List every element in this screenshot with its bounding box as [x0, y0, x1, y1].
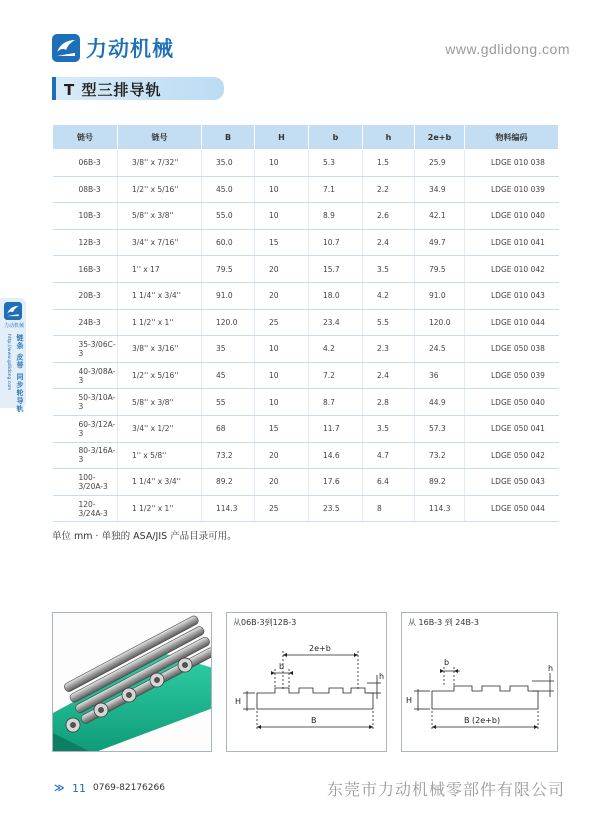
table-cell: 10B-3: [53, 203, 118, 230]
table-row: [53, 282, 559, 309]
company-name: 东莞市力动机械零部件有限公司: [326, 780, 565, 799]
table-cell: 6.4: [363, 469, 415, 496]
table-row: [53, 176, 559, 203]
table-cell: 35.0: [202, 150, 255, 177]
table-cell: 3.5: [363, 415, 415, 442]
table-cell: 89.2: [415, 469, 465, 496]
table-cell: LDGE 050 041: [465, 415, 559, 442]
table-cell: 10: [255, 176, 309, 203]
table-cell: 3/8'' x 3/16'': [118, 336, 202, 363]
label-b: b: [444, 658, 450, 667]
table-row: [53, 203, 559, 230]
table-cell: 60-3/12A-3: [53, 415, 118, 442]
table-cell: 20: [255, 282, 309, 309]
product-photo: [52, 612, 212, 752]
table-cell: 5/8'' x 3/8'': [118, 203, 202, 230]
table-cell: 15: [255, 229, 309, 256]
column-header: b: [309, 125, 363, 150]
table-cell: 79.5: [415, 256, 465, 283]
table-cell: 25: [255, 309, 309, 336]
table-cell: 24B-3: [53, 309, 118, 336]
table-cell: LDGE 010 042: [465, 256, 559, 283]
table-cell: 2.2: [363, 176, 415, 203]
table-cell: 45.0: [202, 176, 255, 203]
table-cell: 12B-3: [53, 229, 118, 256]
table-cell: LDGE 050 044: [465, 495, 559, 522]
column-header: h: [363, 125, 415, 150]
table-body: [53, 150, 559, 522]
table-cell: 49.7: [415, 229, 465, 256]
label-B: B: [311, 716, 317, 725]
label-B-2e-b: B (2e+b): [464, 716, 501, 725]
table-cell: 10: [255, 389, 309, 416]
table-cell: 5/8'' x 3/8'': [118, 389, 202, 416]
table-row: [53, 229, 559, 256]
table-cell: 06B-3: [53, 150, 118, 177]
label-b: b: [279, 662, 285, 671]
chain-guide-photo-icon: [53, 613, 212, 752]
table-cell: 1/2'' x 5/16'': [118, 176, 202, 203]
profile-b-drawing: [402, 613, 559, 753]
table-cell: 79.5: [202, 256, 255, 283]
unit-note: 单位 mm · 单独的 ASA/JIS 产品目录可用。: [52, 531, 237, 542]
table-cell: LDGE 010 038: [465, 150, 559, 177]
label-h: h: [548, 664, 554, 673]
table-cell: 44.9: [415, 389, 465, 416]
table-cell: 1/2'' x 5/16'': [118, 362, 202, 389]
table-cell: 2.4: [363, 229, 415, 256]
table-header-row: [53, 125, 559, 150]
table-cell: 120.0: [415, 309, 465, 336]
table-cell: 2.4: [363, 362, 415, 389]
table-cell: LDGE 010 043: [465, 282, 559, 309]
table-row: [53, 309, 559, 336]
table-cell: 2.8: [363, 389, 415, 416]
table-cell: 11.7: [309, 415, 363, 442]
table-cell: 36: [415, 362, 465, 389]
section-title: T 型三排导轨: [64, 81, 162, 99]
table-cell: LDGE 050 043: [465, 469, 559, 496]
table-row: [53, 495, 559, 522]
table-cell: LDGE 010 044: [465, 309, 559, 336]
table-cell: 45: [202, 362, 255, 389]
table-cell: 3.5: [363, 256, 415, 283]
table-cell: 1 1/4'' x 3/4'': [118, 469, 202, 496]
label-h: h: [379, 672, 385, 681]
column-header: 物料编码: [465, 125, 559, 150]
table-cell: 8.9: [309, 203, 363, 230]
spec-table: [52, 124, 559, 522]
column-header: 2e+b: [415, 125, 465, 150]
page-arrow-icon: ≫: [54, 783, 65, 794]
table-cell: 1'' x 17: [118, 256, 202, 283]
table-cell: 4.7: [363, 442, 415, 469]
column-header: B: [202, 125, 255, 150]
table-cell: 55: [202, 389, 255, 416]
table-cell: 120-3/24A-3: [53, 495, 118, 522]
table-cell: 73.2: [202, 442, 255, 469]
table-cell: 89.2: [202, 469, 255, 496]
table-cell: 114.3: [202, 495, 255, 522]
table-cell: 7.2: [309, 362, 363, 389]
table-cell: 2.6: [363, 203, 415, 230]
table-cell: 23.5: [309, 495, 363, 522]
label-H: H: [406, 696, 413, 705]
table-cell: 50-3/10A-3: [53, 389, 118, 416]
figure-b-caption: 从 16B-3 到 24B-3: [408, 618, 479, 627]
table-cell: 8.7: [309, 389, 363, 416]
table-cell: 10: [255, 336, 309, 363]
table-cell: 5.5: [363, 309, 415, 336]
profile-a-drawing: [227, 613, 388, 753]
site-url: www.gdlidong.com: [445, 41, 570, 57]
table-row: [53, 336, 559, 363]
table-cell: 1'' x 5/8'': [118, 442, 202, 469]
table-row: [53, 469, 559, 496]
table-cell: 18.0: [309, 282, 363, 309]
figure-a-caption: 从06B-3到12B-3: [233, 618, 297, 627]
table-cell: 68: [202, 415, 255, 442]
profile-drawing-a: [226, 612, 387, 752]
table-cell: 2.3: [363, 336, 415, 363]
table-cell: 100-3/20A-3: [53, 469, 118, 496]
table-cell: 20: [255, 256, 309, 283]
table-cell: 4.2: [363, 282, 415, 309]
logo-mark-icon: [52, 34, 80, 62]
table-cell: 10.7: [309, 229, 363, 256]
table-cell: 91.0: [415, 282, 465, 309]
table-cell: 1.5: [363, 150, 415, 177]
table-cell: LDGE 050 042: [465, 442, 559, 469]
table-cell: 8: [363, 495, 415, 522]
table-cell: LDGE 050 039: [465, 362, 559, 389]
table-cell: 114.3: [415, 495, 465, 522]
brand-name: 力动机械: [86, 37, 174, 61]
table-cell: LDGE 050 038: [465, 336, 559, 363]
table-cell: 35-3/06C-3: [53, 336, 118, 363]
table-cell: 16B-3: [53, 256, 118, 283]
table-cell: 3/4'' x 1/2'': [118, 415, 202, 442]
page-number: 11: [72, 782, 86, 795]
table-cell: 1 1/2'' x 1'': [118, 495, 202, 522]
table-cell: 4.2: [309, 336, 363, 363]
table-row: [53, 415, 559, 442]
table-cell: 20: [255, 469, 309, 496]
column-header: H: [255, 125, 309, 150]
brand-logo: [52, 33, 174, 63]
table-cell: 14.6: [309, 442, 363, 469]
profile-drawing-b: [401, 612, 558, 752]
table-cell: 91.0: [202, 282, 255, 309]
column-header: 链号: [118, 125, 202, 150]
table-cell: 25: [255, 495, 309, 522]
table-cell: 1 1/2'' x 1'': [118, 309, 202, 336]
phone-number: 0769-82176266: [93, 783, 165, 793]
table-row: [53, 256, 559, 283]
table-cell: 3/8'' x 7/32'': [118, 150, 202, 177]
table-cell: 15.7: [309, 256, 363, 283]
table-cell: 3/4'' x 7/16'': [118, 229, 202, 256]
table-cell: 20B-3: [53, 282, 118, 309]
table-cell: 80-3/16A-3: [53, 442, 118, 469]
table-row: [53, 389, 559, 416]
label-2e-b: 2e+b: [309, 644, 331, 653]
table-cell: LDGE 010 039: [465, 176, 559, 203]
table-cell: 24.5: [415, 336, 465, 363]
table-cell: 25.9: [415, 150, 465, 177]
column-header: 链号: [53, 125, 118, 150]
table-cell: 40-3/08A-3: [53, 362, 118, 389]
table-cell: 5.3: [309, 150, 363, 177]
table-cell: 08B-3: [53, 176, 118, 203]
table-cell: 10: [255, 203, 309, 230]
side-brand: 力动机械: [3, 323, 24, 329]
side-logo-icon: [4, 302, 22, 320]
section-title-accent: [52, 77, 56, 100]
table-cell: 60.0: [202, 229, 255, 256]
table-cell: 55.0: [202, 203, 255, 230]
table-cell: 57.3: [415, 415, 465, 442]
table-cell: 20: [255, 442, 309, 469]
table-cell: LDGE 010 041: [465, 229, 559, 256]
table-cell: 23.4: [309, 309, 363, 336]
label-H: H: [235, 697, 242, 706]
table-cell: 120.0: [202, 309, 255, 336]
table-cell: 35: [202, 336, 255, 363]
table-cell: 34.9: [415, 176, 465, 203]
table-cell: 10: [255, 150, 309, 177]
table-cell: 7.1: [309, 176, 363, 203]
table-cell: LDGE 050 040: [465, 389, 559, 416]
table-cell: LDGE 010 040: [465, 203, 559, 230]
table-cell: 42.1: [415, 203, 465, 230]
table-cell: 17.6: [309, 469, 363, 496]
table-cell: 1 1/4'' x 3/4'': [118, 282, 202, 309]
side-categories: 链条 皮带 同步轮导轨: [16, 334, 24, 413]
table-cell: 15: [255, 415, 309, 442]
side-site-url: http://www.gdlidong.com: [6, 334, 11, 391]
table-row: [53, 150, 559, 177]
table-row: [53, 362, 559, 389]
table-cell: 73.2: [415, 442, 465, 469]
table-cell: 10: [255, 362, 309, 389]
table-row: [53, 442, 559, 469]
